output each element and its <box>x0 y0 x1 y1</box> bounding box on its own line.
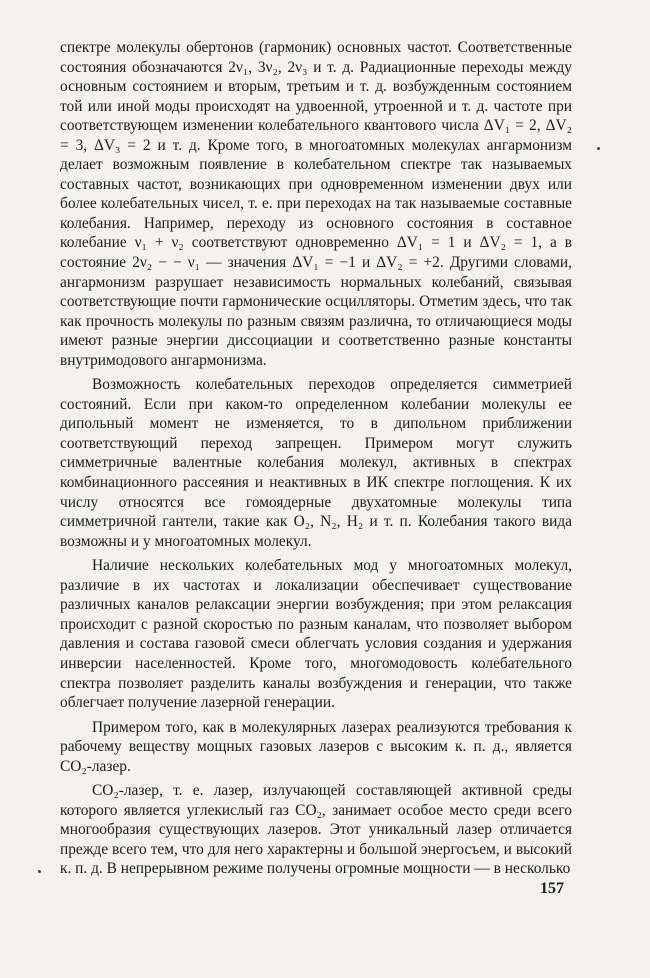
paragraph-co2-laser: CO₂-лазер, т. е. лазер, излучающей составляющей активной среды которого является углекислый газ CO₂, занимает особое место среди всего многообразия существующих лазеров. Этот уникальный лазер отличается прежде всего тем, что для него характерны и большой энергосъем, и высокий к. п. д. В непрерывном режиме получены огромные мощности — в несколько <box>60 782 572 878</box>
paragraph-symmetry: Возможность колебательных переходов определяется симметрией состояний. Если при каком-то определенном колебании молекулы ее дипольный момент не изменяется, то в дипольном приближении соответствующий переход запрещен. Примером могут служить симметричные валентные колебания молекул, активных в спектрах комбинационного рассеяния и неактивных в ИК спектре поглощения. К их числу относятся все гомоядерные двухатомные молекулы типа симметричной гантели, такие как O₂, N₂, H₂ и т. п. Колебания такого вида возможны и у многоатомных молекул. <box>60 376 572 550</box>
print-speck <box>597 147 600 150</box>
paragraph-relaxation: Наличие нескольких колебательных мод у многоатомных молекул, различие в их частотах и локализации обеспечивает существование различных каналов релаксации энергии возбуждения; при этом релаксация происходит с разной скоростью по разным каналам, что позволяет выбором давления и состава газовой смеси облегчать условия создания и удержания инверсии населенностей. Кроме того, многомодовость колебательного спектра позволяет разделить каналы возбуждения и генерации, что также облегчает получение лазерной генерации. <box>60 557 572 712</box>
paragraph-example: Примером того, как в молекулярных лазерах реализуются требования к рабочему веществу мощных газовых лазеров с высоким к. п. д., является CO₂-лазер. <box>60 718 572 775</box>
paragraph-overtones: спектре молекулы обертонов (гармоник) основных частот. Соответственные состояния обозначаются 2ν₁, 3ν₂, 2ν₃ и т. д. Радиационные переходы между основным состоянием и вторым, третьим и т. д. возбужденным состоянием той или иной моды происходят на удвоенной, утроенной и т. д. частоте при соответствующем изменении колебательного квантового числа ΔV₁ = 2, ΔV₂ = 3, ΔV₃ = 2 и т. д. Кроме того, в многоатомных молекулах ангармонизм делает возможным появление в колебательном спектре так называемых составных частот, возникающих при одновременном изменении двух или более колебательных чисел, т. е. при переходах на так называемые составные колебания. Например, переходу из основного состояния в составное колебание ν₁ + ν₂ соответствуют одновременно ΔV₁ = 1 и ΔV₂ = 1, а в состояние 2ν₂ − − ν₁ — значения ΔV₁ = −1 и ΔV₂ = +2. Другими словами, ангармонизм разрушает независимость нормальных колебаний, связывая соответствующие почти гармонические осцилляторы. Отметим здесь, что так как прочность молекулы по разным связям различна, то отличающиеся моды имеют разные энергии диссоциации и соответственно разные константы внутримодового ангармонизма. <box>60 39 572 369</box>
page-number: 157 <box>540 880 564 897</box>
body-text <box>60 38 572 884</box>
print-speck <box>38 870 41 873</box>
